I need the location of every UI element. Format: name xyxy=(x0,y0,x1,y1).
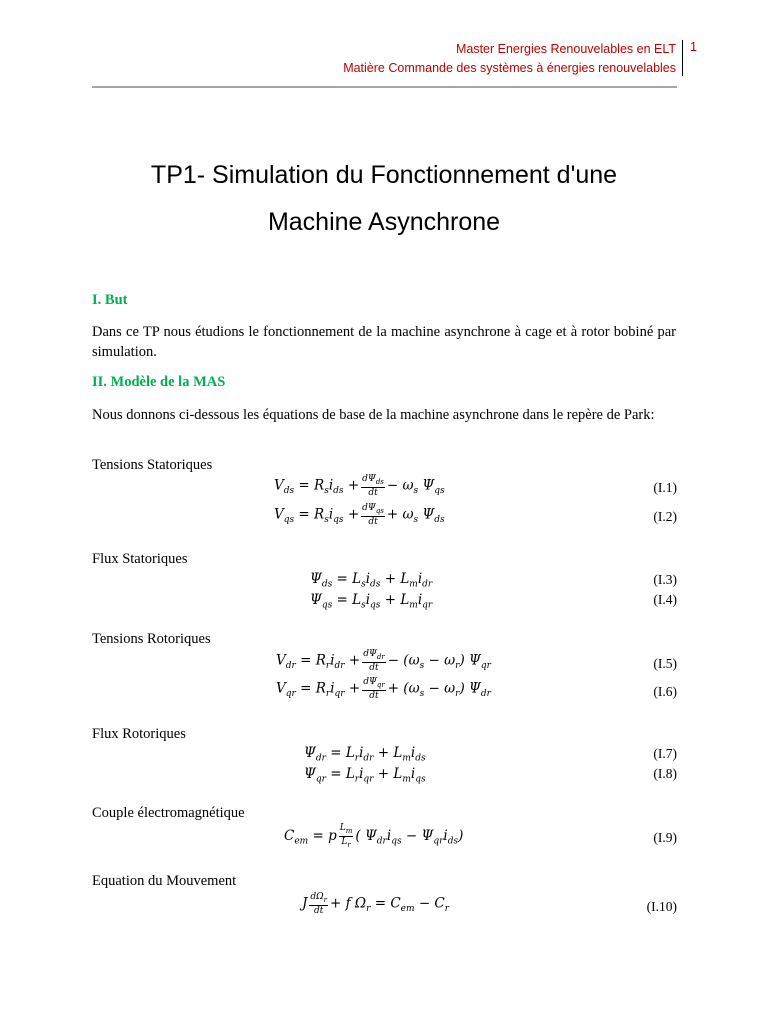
section-text-modele: Nous donnons ci-dessous les équations de base de la machine asynchrone dans le repère de Park: xyxy=(92,407,655,423)
group-label-couple: Couple électromagnétique xyxy=(92,805,245,821)
page-header xyxy=(343,40,676,78)
equation-number-I8: (I.8) xyxy=(653,766,677,781)
title-line-2: Machine Asynchrone xyxy=(267,208,501,236)
equation-I1: $V_{ds} = R_si_{ds}$ + $\frac{d\Psi_{ds}}{dt}$ − $\omega_s$ $\Psi_{qs}$ xyxy=(274,474,445,498)
equation-I7: $\Psi_{dr} = L_ri_{dr} + L_mi_{ds}$ xyxy=(304,745,426,764)
group-label-mouvement: Equation du Mouvement xyxy=(92,873,237,889)
equation-I6: $V_{qr} = R_ri_{qr}$ + $\frac{d\Psi_{qr}}{dt}$ + $(\omega_s - \omega_r)$ $\Psi_{dr}$ xyxy=(276,677,491,701)
header-line-1: Master Energies Renouvelables en ELT xyxy=(455,42,676,56)
section-heading-modele: II. Modèle de la MAS xyxy=(92,374,226,390)
equation-number-I10: (I.10) xyxy=(646,899,677,914)
equation-number-I9: (I.9) xyxy=(653,830,677,845)
equation-I2: $V_{qs} = R_si_{qs}$ + $\frac{d\Psi_{qs}}{dt}$ + $\omega_s$ $\Psi_{ds}$ xyxy=(274,503,445,527)
header-separator xyxy=(682,40,683,76)
group-label-flux-statoriques: Flux Statoriques xyxy=(92,551,188,567)
equation-number-I5: (I.5) xyxy=(653,656,677,671)
equation-I3: $\Psi_{ds} = L_si_{ds} + L_mi_{dr}$ xyxy=(310,571,433,590)
equation-number-I6: (I.6) xyxy=(653,684,677,699)
header-line-2: Matière Commande des systèmes à énergies renouvelables xyxy=(343,61,676,75)
equation-number-I7: (I.7) xyxy=(653,746,677,761)
header-rule xyxy=(92,86,677,88)
group-label-tensions-statoriques: Tensions Statoriques xyxy=(92,457,213,473)
equation-I5: $V_{dr} = R_ri_{dr}$ + $\frac{d\Psi_{dr}}{dt}$ − $(\omega_s - \omega_r)$ $\Psi_{qr}$ xyxy=(276,649,491,673)
group-label-tensions-rotoriques: Tensions Rotoriques xyxy=(92,631,211,647)
equation-number-I1: (I.1) xyxy=(653,480,677,495)
equation-I8: $\Psi_{qr} = L_ri_{qr} + L_mi_{qs}$ xyxy=(304,766,426,785)
group-label-flux-rotoriques: Flux Rotoriques xyxy=(92,726,186,742)
section-text-but: Dans ce TP nous étudions le fonctionnement de la machine asynchrone à cage et à rotor bobiné par simulation. xyxy=(92,324,676,360)
equation-I4: $\Psi_{qs} = L_si_{qs} + L_mi_{qr}$ xyxy=(310,592,433,611)
equation-number-I2: (I.2) xyxy=(653,509,677,524)
equation-number-I4: (I.4) xyxy=(653,592,677,607)
page-number: 1 xyxy=(690,40,697,54)
equation-I10: J $\frac{d\Omega_r}{dt}$ + f $\Omega_r = C_{em} - C_r$ xyxy=(302,892,450,916)
section-heading-but: I. But xyxy=(92,292,128,308)
equation-number-I3: (I.3) xyxy=(653,572,677,587)
title-line-1: TP1- Simulation du Fonctionnement d'une xyxy=(150,161,618,189)
equation-I9: $C_{em} = p$ $\frac{L_m}{L_r}$ ( $\Psi_{dr}i_{qs} - \Psi_{qr}i_{ds}$) xyxy=(284,823,464,849)
